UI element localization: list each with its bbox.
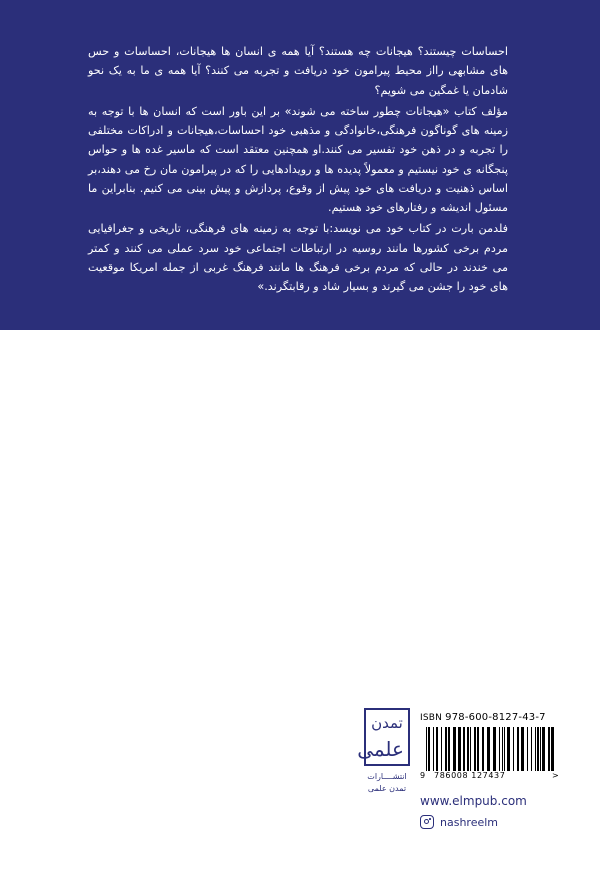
instagram-line [420,815,498,829]
publisher-caption-line-2: تمدن علمی [367,784,407,793]
logo-line-1: تمدن [371,714,403,732]
blurb-paragraph: مؤلف کتاب «هیجانات چطور ساخته می شوند» بر این باور است که انسان ها با توجه به زمینه های گوناگون فرهنگی،خانوادگی و مذهبی خود احساسات،هیجانات و ادراکات مختلفی را تجربه و در ذهن خود تفسیر می کنند.او همچنین معتقد است که ماسیر غده ها و حواس پنجگانه ی خود نیستیم و معمولاً پدیده ها و رویدادهایی را که در پیرامون مان رخ می دهند،بر اساس ذهنیت و دریافت های خود پیش از وقوع، پردازش و پیش بینی می کنیم. بنابراین ما مسئول اندیشه و رفتارهای خود هستیم. [88,104,508,215]
blurb-paragraph: فلدمن بارت در کتاب خود می نویسد:با توجه به زمینه های فرهنگی، تاریخی و جغرافیایی مردم برخی کشورها مانند روسیه در ارتباطات اجتماعی خود سرد عملی می کنند و کمتر می خندند در حالی که مردم برخی فرهنگ ها مانند فرهنگ غربی از جمله امریکا موقعیت های خود را جشن می گیرند و بسیار شاد و رقابتگرند.» [88,222,508,294]
barcode-digit-right: > [552,771,560,780]
publisher-caption-line-1: انتشــــارات [367,772,407,781]
instagram-icon [420,815,434,829]
publisher-caption [358,771,416,795]
barcode-digit-main: 786008 127437 [434,771,506,780]
isbn-number: 978-600-8127-43-7 [445,712,546,723]
publisher-logo-block [358,708,416,800]
back-cover-blurb [88,42,508,298]
cover-bottom-panel [0,330,600,870]
cover-top-panel [0,0,600,330]
barcode-bars [426,727,554,771]
instagram-handle: nashreelm [440,815,499,829]
isbn-row [420,712,560,723]
blurb-paragraph: احساسات چیستند؟ هیجانات چه هستند؟ آیا همه ی انسان ها هیجانات، احساسات و حس های مشابهی رااز محیط پیرامون خود دریافت و تجربه می کنند؟ آیا همه ی ما به یک نحو شادمان یا غمگین می شویم؟ [88,45,508,97]
publisher-logo-icon [357,708,410,766]
website-text: www.elmpub.com [420,794,527,808]
isbn-barcode [420,727,560,779]
barcode-digit-left: 9 [420,771,426,780]
logo-line-2: علمی [357,737,404,761]
isbn-label: ISBN [420,713,443,723]
